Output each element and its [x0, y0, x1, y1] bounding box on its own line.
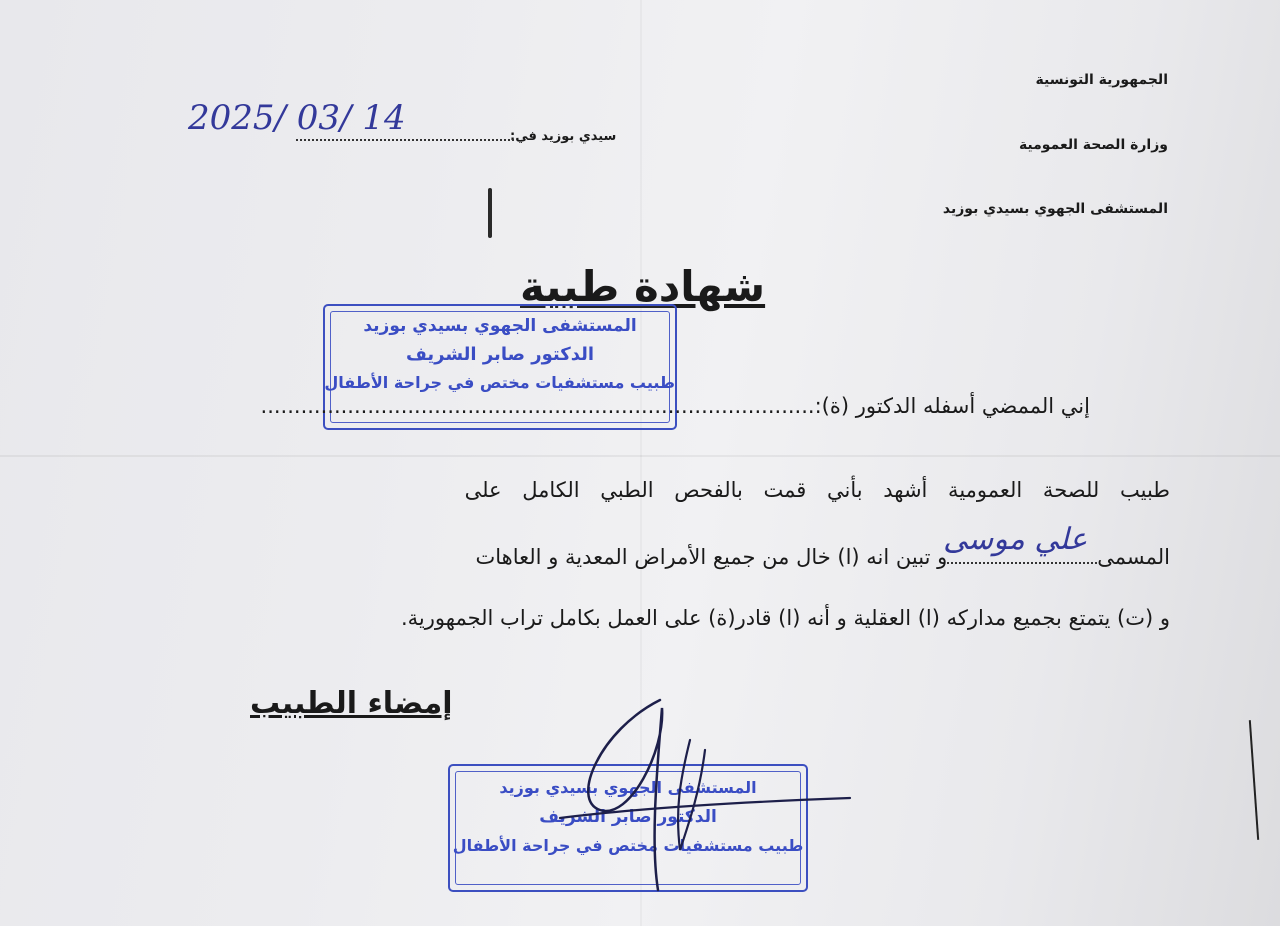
header-republic: الجمهورية التونسية	[1035, 72, 1168, 88]
stamp-top-hospital: المستشفى الجهوي بسيدي بوزيد	[363, 316, 637, 336]
handwritten-name: علي موسى	[943, 522, 1088, 557]
body-line-3	[110, 522, 1170, 569]
signature-title: إمضاء الطبيب	[250, 686, 453, 721]
stamp-top-doctor: الدكتور صابر الشريف	[405, 344, 595, 365]
margin-pen-stroke	[1249, 720, 1259, 840]
header-ministry: وزارة الصحة العمومية	[1018, 137, 1168, 153]
date-dotted-line	[296, 139, 514, 141]
body-line-2: طبيب للصحة العمومية أشهد بأني قمت بالفحص الطبي الكامل على	[464, 478, 1170, 502]
ink-mark	[488, 188, 492, 238]
handwritten-signature	[540, 690, 860, 900]
stamp-bottom-doctor: الدكتور صابر الشريف	[539, 807, 717, 827]
body-line-3-suffix: و تبين انه (ا) خال من جميع الأمراض المعدية و العاهات	[475, 545, 948, 569]
body-line-1: إني الممضي أسفله الدكتور (ة):...................................................................................	[260, 394, 1090, 418]
certificate-title: شهادة طبية	[520, 262, 766, 311]
name-dotted-line	[943, 522, 1097, 564]
stamp-bottom-specialty: طبيب مستشفيات مختص في جراحة الأطفال	[452, 836, 804, 855]
header-hospital: المستشفى الجهوي بسيدي بوزيد	[942, 201, 1168, 217]
stamp-top-specialty: طبيب مستشفيات مختص في جراحة الأطفال	[324, 373, 675, 392]
place-label: سيدي بوزيد في:	[510, 129, 617, 144]
handwritten-date: 2025/ 03/ 14	[188, 98, 406, 138]
stamp-bottom-hospital: المستشفى الجهوي بسيدي بوزيد	[499, 778, 757, 797]
body-line-3-prefix: المسمى	[1097, 545, 1170, 569]
body-line-4: و (ت) يتمتع بجميع مداركه (ا) العقلية و أنه (ا) قادر(ة) على العمل بكامل تراب الجمهورية.	[401, 606, 1170, 630]
